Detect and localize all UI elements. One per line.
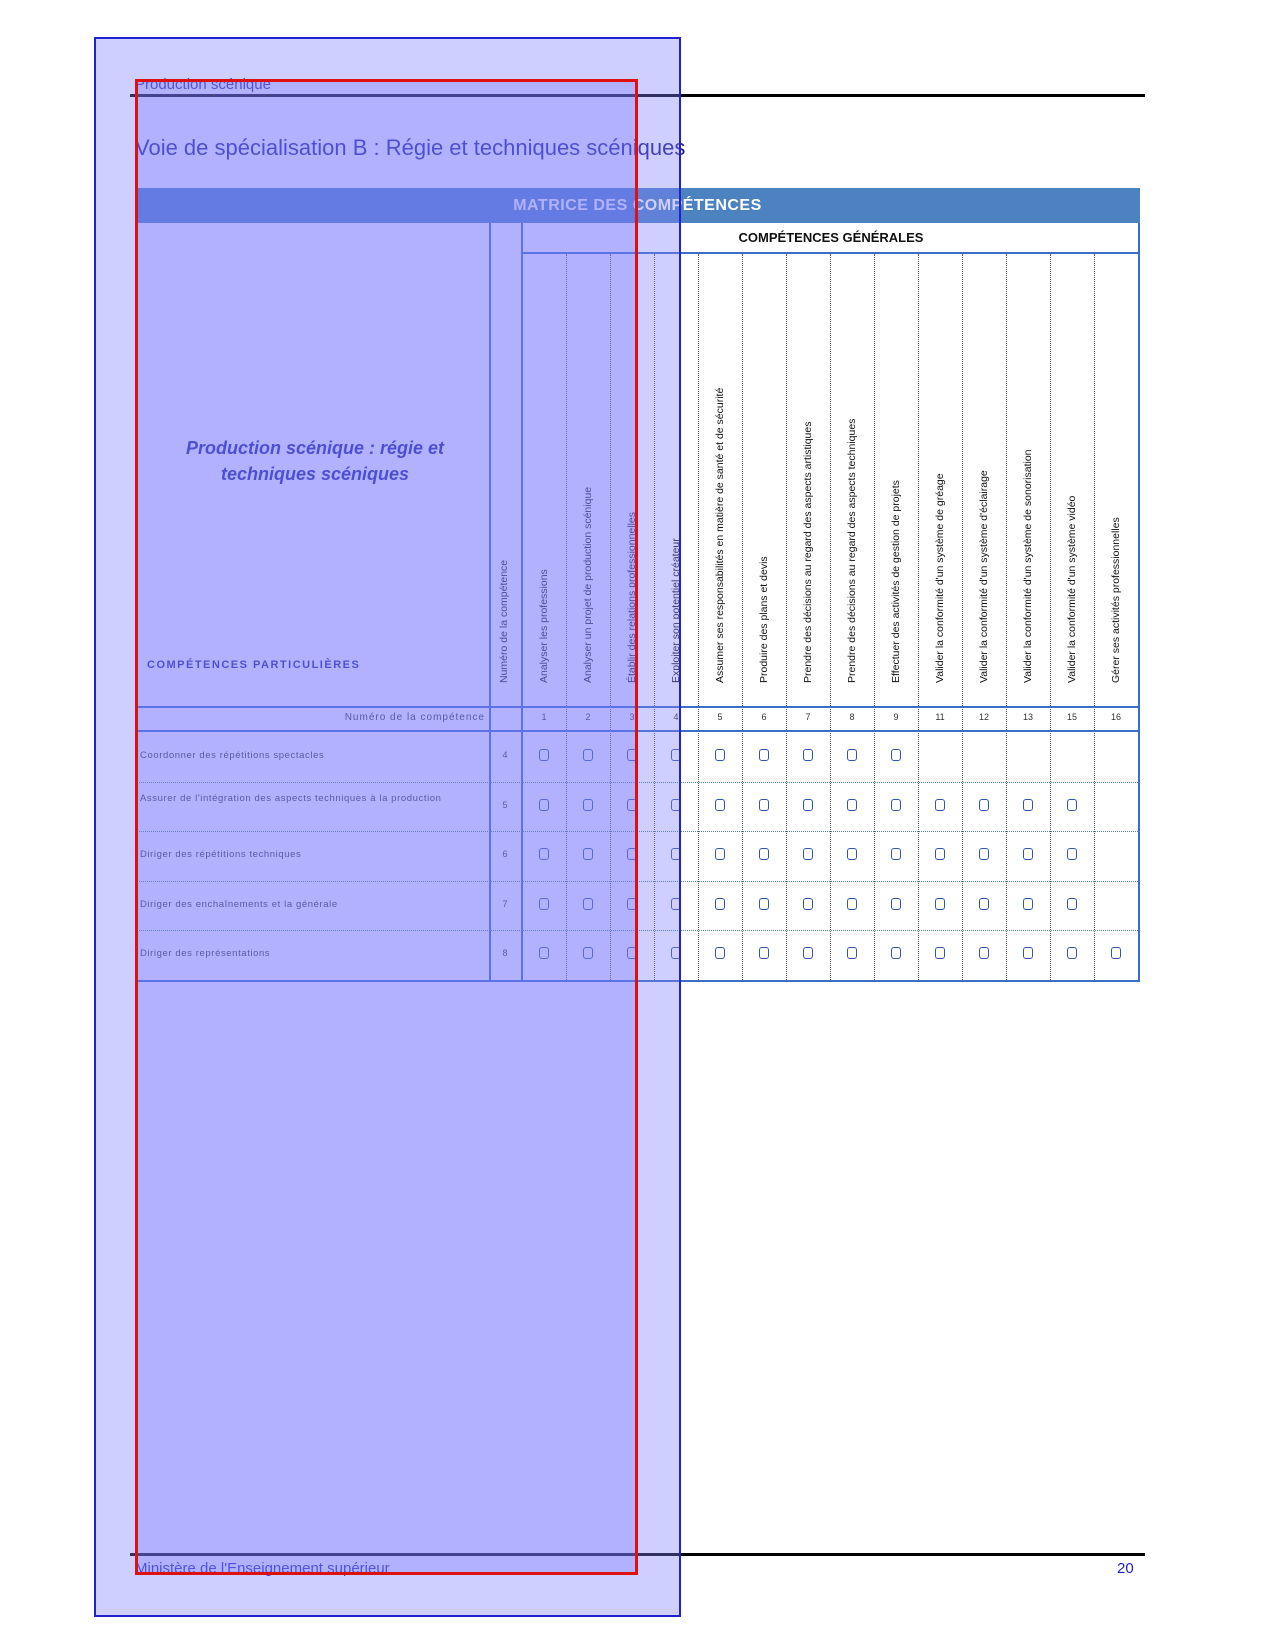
general-competence-header: Valider la conformité d'un système vidéo [1066,495,1078,683]
matrix-cell-mark [979,947,989,959]
matrix-cell-mark [935,898,945,910]
matrix-cell-mark [759,898,769,910]
particular-competence-number: 5 [502,799,508,810]
matrix-cell-mark [1023,799,1033,811]
general-competence-number: 9 [893,712,899,722]
matrix-cell-mark [803,799,813,811]
matrix-cell-mark [979,848,989,860]
general-competence-header: Établir des relations professionnelles [626,511,638,683]
matrix-cell-mark [1023,848,1033,860]
particular-competence-label: Assurer de l'intégration des aspects techniques à la production [140,792,442,804]
section-title: Voie de spécialisation B : Régie et techniques scéniques [135,135,686,160]
matrix-cell-mark [803,898,813,910]
particular-competence-label: Coordonner des répétitions spectacles [140,750,325,761]
selection-overlay-inner [135,79,638,1575]
matrix-title: MATRICE DES COMPÉTENCES [135,188,1140,223]
running-header: Production scénique [135,76,271,93]
matrix-cell-mark [759,848,769,860]
matrix-cell-mark [759,947,769,959]
matrix-left-title: Production scénique : régie et techniques scéniques [185,438,445,484]
particular-competence-label: Diriger des représentations [140,948,271,959]
matrix-cell-mark [847,848,857,860]
particular-competence-number: 8 [502,948,508,958]
matrix-cell-mark [891,848,901,860]
matrix-cell-mark [759,799,769,811]
matrix-cell-mark [935,947,945,959]
general-competence-header: Prendre des décisions au regard des aspects techniques [846,418,858,683]
general-competence-number: 13 [1022,712,1033,722]
matrix-cell-mark [715,947,725,959]
matrix-cell-mark [891,749,901,761]
general-competence-number: 2 [585,712,591,722]
general-competence-header: Valider la conformité d'un système de gréage [934,473,946,683]
particular-competence-number: 4 [502,750,508,760]
running-footer: Ministère de l'Enseignement supérieur [135,1560,390,1577]
general-competence-header: Assumer ses responsabilités en matière de santé et de sécurité [714,387,726,683]
general-competence-header: Valider la conformité d'un système d'éclairage [978,470,990,683]
general-competence-number: 16 [1110,712,1121,722]
general-competence-header: Prendre des décisions au regard des aspects artistiques [802,421,814,683]
matrix-cell-mark [891,947,901,959]
matrix-cell-mark [891,898,901,910]
general-competence-header: Valider la conformité d'un système de sonorisation [1022,449,1034,683]
general-competence-number: 7 [805,712,811,722]
competence-number-header: Numéro de la compétence [498,559,510,683]
matrix-cell-mark [759,749,769,761]
matrix-cell-mark [715,749,725,761]
matrix-cell-mark [935,848,945,860]
matrix-cell-mark [847,799,857,811]
general-competence-header: Analyser un projet de production scénique [582,486,594,683]
matrix-cell-mark [979,799,989,811]
matrix-cell-mark [847,898,857,910]
general-competence-header: Effectuer des activités de gestion de projets [890,480,902,683]
matrix-cell-mark [715,898,725,910]
number-row-label: Numéro de la compétence [344,712,485,723]
particular-competences-label: COMPÉTENCES PARTICULIÈRES [147,659,361,671]
matrix-cell-mark [1111,947,1121,959]
matrix-cell-mark [891,799,901,811]
matrix-cell-mark [1023,898,1033,910]
matrix-cell-mark [1067,898,1077,910]
general-competence-number: 12 [978,712,989,722]
general-competence-header: Produire des plans et devis [758,556,770,683]
matrix-cell-mark [803,749,813,761]
particular-competence-number: 6 [502,849,508,859]
general-competence-number: 8 [849,712,855,722]
matrix-cell-mark [1067,947,1077,959]
matrix-cell-mark [847,749,857,761]
matrix-cell-mark [1067,848,1077,860]
matrix-cell-mark [935,799,945,811]
particular-competence-number: 7 [502,898,508,909]
matrix-cell-mark [1023,947,1033,959]
matrix-cell-mark [803,848,813,860]
general-competence-number: 5 [717,712,723,722]
general-competence-number: 11 [935,712,945,722]
matrix-cell-mark [979,898,989,910]
matrix-cell-mark [1067,799,1077,811]
matrix-cell-mark [715,799,725,811]
general-competence-number: 1 [541,712,547,722]
page-number: 20 [1117,1560,1134,1577]
matrix-cell-mark [847,947,857,959]
particular-competence-label: Diriger des enchaînements et la générale [140,898,338,910]
matrix-cell-mark [715,848,725,860]
general-competence-number: 15 [1066,712,1077,722]
general-competence-number: 6 [761,712,767,722]
general-competence-number: 3 [629,712,635,722]
general-competence-header: Exploiter son potentiel créateur [670,538,682,683]
general-competences-label: COMPÉTENCES GÉNÉRALES [738,230,924,245]
general-competence-number: 4 [673,712,679,722]
matrix-cell-mark [803,947,813,959]
general-competence-header: Analyser les professions [538,569,550,683]
particular-competence-label: Diriger des répétitions techniques [140,849,302,860]
general-competence-header: Gérer ses activités professionnelles [1110,517,1122,683]
